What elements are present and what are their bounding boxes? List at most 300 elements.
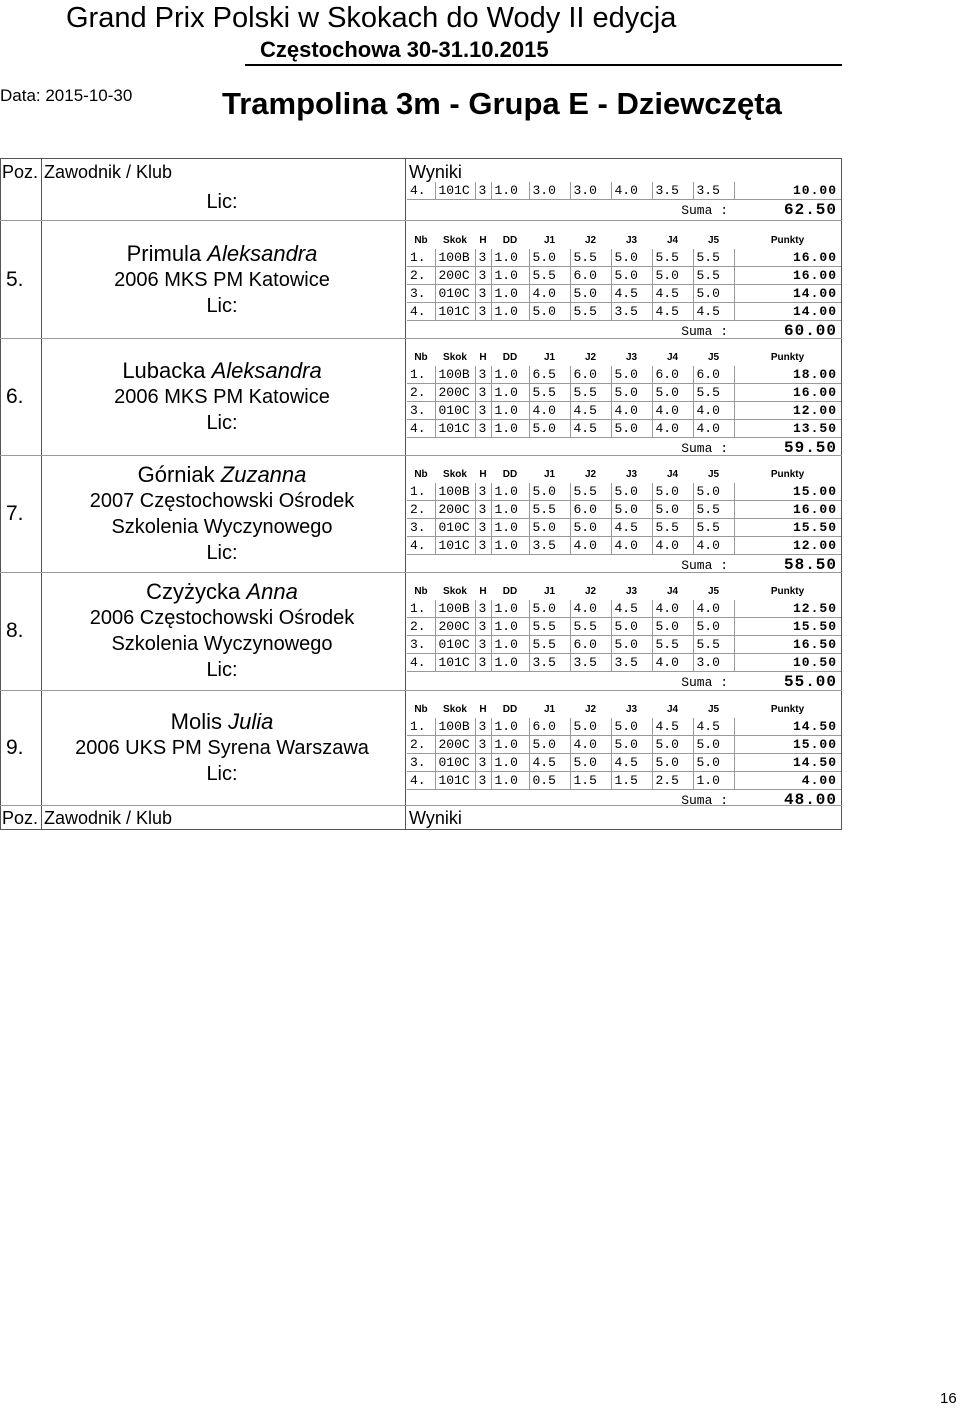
footer-header-results: Wyniki: [409, 808, 462, 828]
dive-table-header: [407, 700, 841, 718]
dive-header-cell: J1: [543, 234, 556, 246]
dive-cell: 0.5: [529, 772, 570, 790]
dive-cell: 5.5: [652, 249, 693, 267]
dive-header-cell: J2: [584, 468, 597, 480]
dive-cell: 3.: [407, 285, 435, 303]
dive-cell: 5.0: [652, 483, 693, 501]
dive-cell: 5.0: [611, 501, 652, 519]
dive-header-cell: J3: [625, 468, 638, 480]
dive-cell: 200C: [435, 736, 475, 754]
dive-header-cell: J3: [625, 351, 638, 363]
dive-cell: 1.: [407, 600, 435, 618]
dive-cell: 2.5: [652, 772, 693, 790]
dive-cell: 5.0: [611, 420, 652, 438]
dive-points: 10.00: [734, 182, 841, 200]
dive-points: 4.00: [734, 772, 841, 790]
dive-cell: 1.0: [491, 772, 529, 790]
dive-cell: 5.5: [529, 384, 570, 402]
dive-cell: 4.0: [570, 537, 611, 555]
athlete-surname: Molis: [170, 708, 229, 734]
dive-header-cell: DD: [502, 703, 518, 715]
dive-header-cell: J2: [584, 703, 597, 715]
sum-label: Suma :: [681, 203, 728, 218]
dive-table: [407, 348, 841, 459]
dive-cell: 4.0: [570, 736, 611, 754]
dive-points: 16.00: [734, 249, 841, 267]
sum-value: 60.00: [783, 322, 837, 340]
dive-cell: 4.5: [611, 600, 652, 618]
dive-row: [407, 772, 841, 790]
dive-cell: 5.5: [693, 267, 734, 285]
athlete-firstname: Aleksandra: [207, 240, 318, 266]
dive-points: 16.00: [734, 501, 841, 519]
grid-line: [841, 158, 842, 830]
dive-cell: 4.0: [693, 420, 734, 438]
dive-cell: 100B: [435, 366, 475, 384]
dive-header-cell: J4: [666, 234, 679, 246]
col-header-pos: Poz.: [2, 162, 39, 182]
athlete-position: 9.: [6, 735, 24, 759]
dive-cell: 3.5: [693, 182, 734, 200]
athlete-name: [42, 241, 402, 267]
dive-cell: 1.: [407, 718, 435, 736]
dive-cell: 100B: [435, 483, 475, 501]
dive-header-cell: Punkty: [770, 351, 805, 363]
col-header-athlete: Zawodnik / Klub: [44, 162, 173, 182]
dive-cell: 100B: [435, 249, 475, 267]
dive-cell: 1.0: [491, 267, 529, 285]
dive-cell: 5.0: [611, 366, 652, 384]
dive-cell: 1.: [407, 366, 435, 384]
dive-cell: 1.0: [491, 618, 529, 636]
dive-cell: 4.: [407, 303, 435, 321]
dive-points: 12.50: [734, 600, 841, 618]
dive-cell: 4.5: [611, 519, 652, 537]
event-title: Trampolina 3m - Grupa E - Dziewczęta: [222, 86, 782, 121]
athlete-results: [407, 465, 841, 576]
dive-cell: 4.0: [693, 600, 734, 618]
dive-row: [407, 285, 841, 303]
dive-cell: 3: [475, 718, 491, 736]
dive-table-header: [407, 465, 841, 483]
dive-cell: 4.0: [652, 402, 693, 420]
dive-cell: 4.: [407, 182, 435, 200]
row-divider: [0, 220, 842, 221]
dive-cell: 1.5: [570, 772, 611, 790]
dive-cell: 3.5: [611, 654, 652, 672]
dive-cell: 200C: [435, 501, 475, 519]
dive-cell: 6.0: [570, 366, 611, 384]
dive-cell: 3: [475, 249, 491, 267]
dive-cell: 1.0: [693, 772, 734, 790]
dive-cell: 4.5: [611, 754, 652, 772]
sum-label: Suma :: [681, 793, 728, 808]
dive-cell: 3: [475, 501, 491, 519]
dive-cell: 5.0: [529, 303, 570, 321]
dive-cell: 3.0: [529, 182, 570, 200]
dive-header-cell: J1: [543, 703, 556, 715]
athlete-name: [42, 358, 402, 384]
competition-date: Data: 2015-10-30: [0, 86, 133, 105]
dive-points: 15.50: [734, 519, 841, 537]
dive-header-cell: J4: [666, 703, 679, 715]
dive-table: [407, 465, 841, 576]
sum-row: [407, 790, 841, 812]
athlete-club: 2006 Częstochowski Ośrodek: [89, 607, 355, 629]
dive-header-cell: J3: [625, 585, 638, 597]
dive-cell: 3.5: [570, 654, 611, 672]
dive-table-header: [407, 231, 841, 249]
dive-header-cell: H: [479, 703, 487, 715]
sum-label: Suma :: [681, 675, 728, 690]
dive-cell: 4.5: [652, 718, 693, 736]
dive-cell: 010C: [435, 402, 475, 420]
dive-cell: 5.5: [570, 249, 611, 267]
footer-header-pos: Poz.: [2, 808, 39, 828]
dive-cell: 3: [475, 182, 491, 200]
dive-points: 12.00: [734, 402, 841, 420]
athlete-results: [407, 348, 841, 459]
athlete-position: 6.: [6, 384, 24, 408]
dive-header-cell: J4: [666, 351, 679, 363]
dive-cell: 1.0: [491, 366, 529, 384]
lic-label: Lic:: [206, 541, 238, 564]
dive-cell: 5.0: [570, 519, 611, 537]
sum-row: [407, 200, 841, 222]
dive-cell: 3: [475, 736, 491, 754]
dive-cell: 3: [475, 636, 491, 654]
dive-cell: 5.0: [529, 249, 570, 267]
dive-points: 15.00: [734, 736, 841, 754]
dive-header-cell: Nb: [414, 351, 428, 363]
dive-row: [407, 718, 841, 736]
sum-value: 55.00: [783, 673, 837, 691]
dive-points: 16.50: [734, 636, 841, 654]
dive-header-cell: J3: [625, 703, 638, 715]
dive-points: 10.50: [734, 654, 841, 672]
dive-cell: 5.5: [693, 501, 734, 519]
dive-cell: 5.5: [570, 384, 611, 402]
sum-label: Suma :: [681, 558, 728, 573]
athlete-club: 2007 Częstochowski Ośrodek: [89, 489, 355, 512]
dive-table: [407, 231, 841, 342]
carry-over-results: [407, 182, 841, 221]
sum-value: 58.50: [783, 556, 837, 574]
dive-cell: 4.0: [652, 600, 693, 618]
athlete-firstname: Anna: [246, 579, 298, 604]
dive-cell: 3.5: [611, 303, 652, 321]
dive-header-cell: J3: [625, 234, 638, 246]
dive-cell: 101C: [435, 654, 475, 672]
dive-cell: 4.5: [693, 303, 734, 321]
dive-table: [407, 582, 841, 693]
row-divider: [0, 338, 842, 339]
dive-cell: 3: [475, 600, 491, 618]
dive-points: 12.00: [734, 537, 841, 555]
dive-points: 15.00: [734, 483, 841, 501]
athlete-surname: Primula: [126, 240, 208, 266]
dive-row: [407, 519, 841, 537]
dive-row: [407, 303, 841, 321]
dive-cell: 6.0: [570, 267, 611, 285]
grid-line: [405, 158, 406, 830]
dive-points: 15.50: [734, 618, 841, 636]
dive-header-cell: J5: [707, 585, 720, 597]
dive-points: 16.00: [734, 267, 841, 285]
dive-cell: 1.: [407, 483, 435, 501]
dive-cell: 3.0: [570, 182, 611, 200]
dive-cell: 5.5: [652, 519, 693, 537]
athlete-surname: Czyżycka: [146, 579, 247, 604]
dive-cell: 2.: [407, 384, 435, 402]
athlete-club: Szkolenia Wyczynowego: [111, 633, 333, 655]
dive-cell: 4.0: [529, 285, 570, 303]
dive-row: [407, 420, 841, 438]
dive-cell: 200C: [435, 267, 475, 285]
dive-cell: 4.0: [693, 402, 734, 420]
dive-cell: 5.0: [693, 483, 734, 501]
dive-cell: 4.5: [611, 285, 652, 303]
dive-cell: 200C: [435, 384, 475, 402]
dive-header-cell: Skok: [443, 234, 467, 246]
dive-cell: 4.0: [652, 420, 693, 438]
dive-cell: 5.0: [529, 519, 570, 537]
dive-cell: 5.5: [529, 618, 570, 636]
dive-header-cell: J2: [584, 234, 597, 246]
dive-header-cell: Skok: [443, 468, 467, 480]
dive-row: [407, 618, 841, 636]
dive-cell: 1.0: [491, 402, 529, 420]
dive-points: 13.50: [734, 420, 841, 438]
dive-row: [407, 366, 841, 384]
lic-label: Lic:: [206, 411, 238, 434]
dive-row: [407, 402, 841, 420]
dive-cell: 5.0: [652, 736, 693, 754]
dive-cell: 101C: [435, 772, 475, 790]
dive-cell: 5.0: [529, 600, 570, 618]
dive-cell: 5.0: [693, 285, 734, 303]
dive-points: 14.00: [734, 303, 841, 321]
dive-cell: 2.: [407, 736, 435, 754]
sum-label: Suma :: [681, 441, 728, 456]
dive-cell: 3: [475, 402, 491, 420]
dive-cell: 1.0: [491, 249, 529, 267]
dive-cell: 4.5: [693, 718, 734, 736]
dive-cell: 010C: [435, 285, 475, 303]
dive-cell: 5.5: [570, 618, 611, 636]
dive-header-cell: J1: [543, 468, 556, 480]
athlete-firstname: Zuzanna: [220, 461, 307, 487]
dive-table-header: [407, 348, 841, 366]
dive-cell: 010C: [435, 519, 475, 537]
dive-header-cell: Nb: [414, 703, 428, 715]
dive-cell: 6.0: [570, 636, 611, 654]
dive-cell: 101C: [435, 537, 475, 555]
dive-header-cell: J1: [543, 585, 556, 597]
dive-cell: 5.0: [611, 249, 652, 267]
lic-label: Lic:: [206, 294, 238, 317]
athlete-position: 8.: [6, 619, 24, 642]
dive-row: [407, 501, 841, 519]
dive-header-cell: Skok: [443, 351, 467, 363]
dive-cell: 5.5: [570, 483, 611, 501]
dive-cell: 3: [475, 303, 491, 321]
dive-cell: 4.5: [652, 303, 693, 321]
athlete-club: 2006 MKS PM Katowice: [114, 268, 330, 291]
dive-header-cell: DD: [502, 585, 518, 597]
dive-cell: 1.0: [491, 600, 529, 618]
lic-label: Lic:: [206, 191, 238, 213]
dive-header-cell: H: [479, 234, 487, 246]
dive-cell: 5.0: [570, 754, 611, 772]
dive-cell: 1.0: [491, 636, 529, 654]
sum-value: 48.00: [783, 791, 837, 809]
sum-value: 59.50: [783, 439, 837, 457]
dive-cell: 5.0: [611, 618, 652, 636]
dive-header-cell: Skok: [443, 585, 467, 597]
dive-header-cell: J4: [666, 468, 679, 480]
dive-header-cell: H: [479, 585, 487, 597]
dive-cell: 1.0: [491, 303, 529, 321]
dive-row: [407, 267, 841, 285]
sum-label: Suma :: [681, 324, 728, 339]
dive-header-cell: Nb: [414, 468, 428, 480]
athlete-surname: Górniak: [137, 461, 221, 487]
dive-cell: 1.0: [491, 182, 529, 200]
athlete-club: 2006 UKS PM Syrena Warszawa: [75, 736, 369, 759]
row-divider: [0, 455, 842, 456]
dive-cell: 4.0: [611, 402, 652, 420]
dive-header-cell: DD: [502, 351, 518, 363]
dive-cell: 3: [475, 420, 491, 438]
competition-title: Grand Prix Polski w Skokach do Wody II edycja: [66, 2, 677, 34]
dive-cell: 101C: [435, 303, 475, 321]
dive-cell: 4.0: [611, 182, 652, 200]
dive-cell: 010C: [435, 754, 475, 772]
dive-cell: 200C: [435, 618, 475, 636]
dive-points: 14.50: [734, 754, 841, 772]
dive-cell: 5.0: [693, 736, 734, 754]
athlete-firstname: Aleksandra: [211, 357, 322, 383]
dive-cell: 1.: [407, 249, 435, 267]
dive-header-cell: Skok: [443, 703, 467, 715]
dive-cell: 1.0: [491, 718, 529, 736]
dive-cell: 6.0: [652, 366, 693, 384]
dive-cell: 5.0: [611, 267, 652, 285]
dive-cell: 4.0: [693, 537, 734, 555]
dive-cell: 4.0: [570, 600, 611, 618]
dive-cell: 4.: [407, 654, 435, 672]
dive-cell: 3: [475, 654, 491, 672]
dive-row: [407, 754, 841, 772]
dive-cell: 3.: [407, 636, 435, 654]
dive-cell: 5.5: [570, 303, 611, 321]
dive-cell: 5.5: [652, 636, 693, 654]
dive-cell: 6.5: [529, 366, 570, 384]
dive-header-cell: J5: [707, 234, 720, 246]
dive-header-cell: J4: [666, 585, 679, 597]
dive-cell: 4.5: [652, 285, 693, 303]
dive-cell: 5.5: [693, 519, 734, 537]
row-divider: [0, 805, 842, 806]
athlete-club: 2006 MKS PM Katowice: [114, 385, 330, 408]
dive-cell: 1.0: [491, 654, 529, 672]
dive-cell: 5.0: [570, 718, 611, 736]
athlete-results: [407, 700, 841, 811]
dive-cell: 4.: [407, 772, 435, 790]
competition-subtitle: Częstochowa 30-31.10.2015: [260, 37, 549, 62]
dive-header-cell: Punkty: [770, 703, 805, 715]
dive-cell: 1.0: [491, 537, 529, 555]
dive-points: 14.50: [734, 718, 841, 736]
dive-cell: 5.5: [693, 636, 734, 654]
dive-cell: 1.0: [491, 736, 529, 754]
athlete-results: [407, 582, 841, 693]
footer-header-athlete: Zawodnik / Klub: [44, 808, 173, 828]
dive-row: [407, 384, 841, 402]
dive-cell: 5.5: [529, 636, 570, 654]
dive-row: [407, 736, 841, 754]
dive-cell: 1.0: [491, 754, 529, 772]
dive-cell: 3: [475, 267, 491, 285]
dive-header-cell: DD: [502, 468, 518, 480]
dive-cell: 3: [475, 772, 491, 790]
dive-cell: 101C: [435, 420, 475, 438]
dive-cell: 3: [475, 366, 491, 384]
dive-header-cell: J2: [584, 351, 597, 363]
dive-cell: 2.: [407, 618, 435, 636]
athlete-name: [42, 709, 402, 735]
dive-cell: 5.0: [529, 736, 570, 754]
dive-points: 14.00: [734, 285, 841, 303]
dive-cell: 5.0: [652, 618, 693, 636]
dive-header-cell: J1: [543, 351, 556, 363]
dive-header-cell: Punkty: [770, 585, 805, 597]
dive-cell: 5.0: [652, 754, 693, 772]
dive-cell: 5.0: [611, 384, 652, 402]
athlete-club: Szkolenia Wyczynowego: [111, 515, 333, 538]
dive-cell: 100B: [435, 718, 475, 736]
dive-row: [407, 654, 841, 672]
dive-header-cell: H: [479, 468, 487, 480]
dive-cell: 3: [475, 285, 491, 303]
dive-table: [407, 700, 841, 811]
col-header-results: Wyniki: [409, 162, 462, 182]
dive-cell: 4.5: [529, 754, 570, 772]
dive-cell: 5.0: [611, 736, 652, 754]
dive-row: [407, 600, 841, 618]
dive-row: [407, 483, 841, 501]
dive-header-cell: J2: [584, 585, 597, 597]
dive-cell: 3.: [407, 519, 435, 537]
dive-header-cell: J5: [707, 703, 720, 715]
dive-cell: 101C: [435, 182, 475, 200]
dive-cell: 5.0: [529, 483, 570, 501]
dive-cell: 4.5: [570, 420, 611, 438]
dive-cell: 5.5: [529, 501, 570, 519]
dive-cell: 5.0: [611, 483, 652, 501]
dive-table: [407, 182, 841, 221]
header-rule: [245, 64, 842, 66]
dive-cell: 2.: [407, 267, 435, 285]
dive-points: 18.00: [734, 366, 841, 384]
dive-cell: 3.5: [529, 654, 570, 672]
dive-cell: 6.0: [529, 718, 570, 736]
dive-cell: 5.0: [570, 285, 611, 303]
dive-cell: 6.0: [570, 501, 611, 519]
dive-cell: 5.5: [693, 249, 734, 267]
dive-cell: 3.5: [652, 182, 693, 200]
